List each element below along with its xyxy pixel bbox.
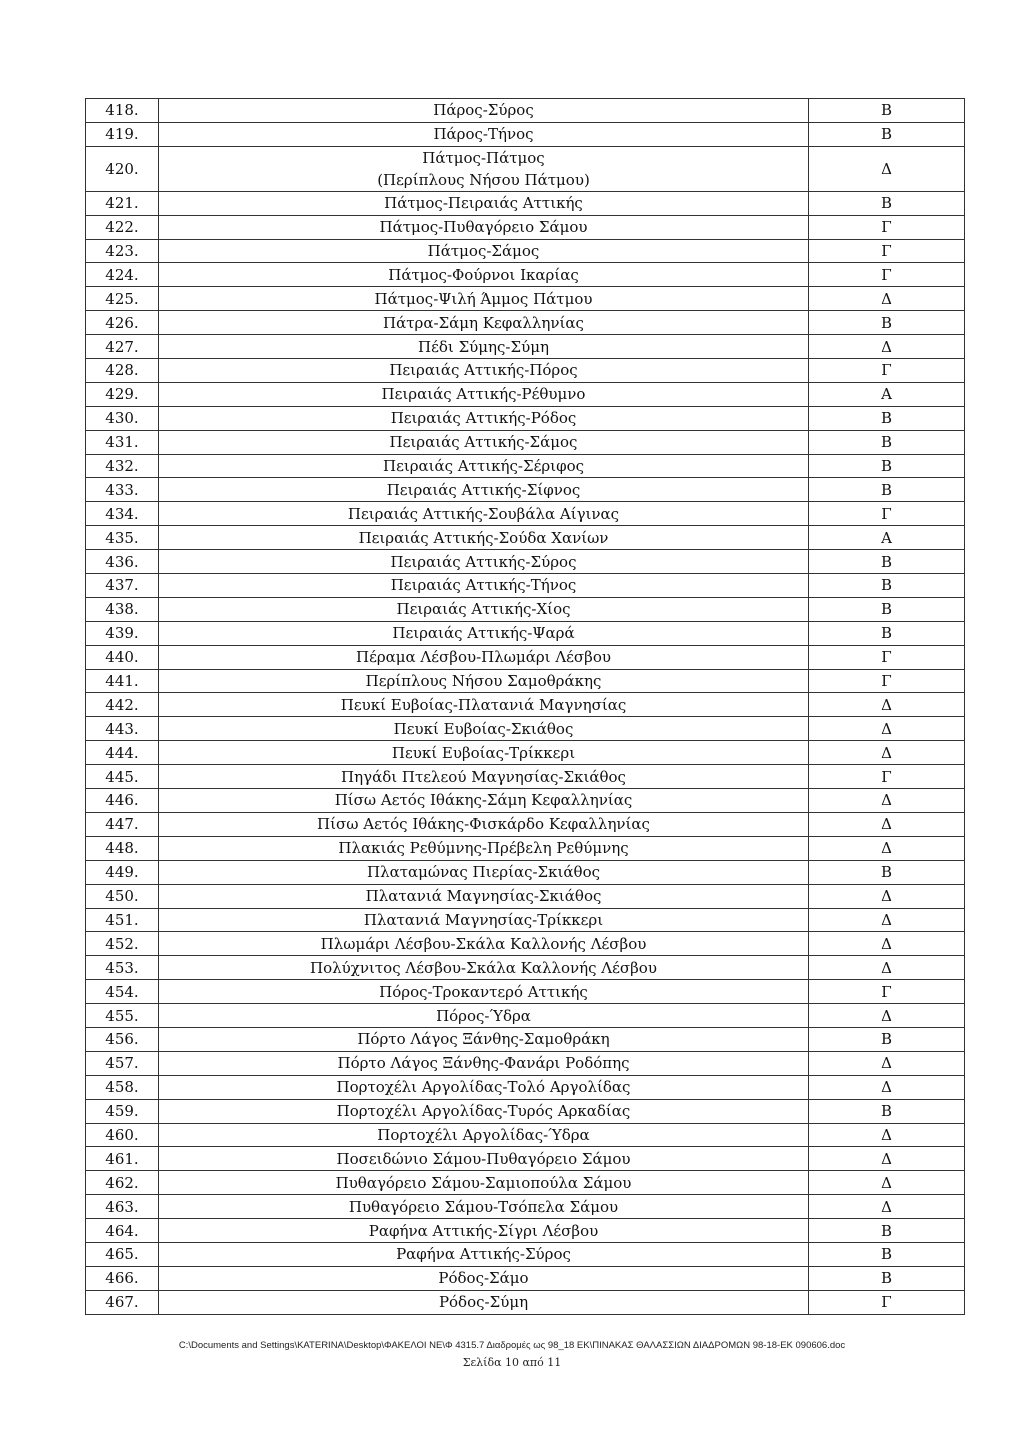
table-row	[86, 1123, 965, 1147]
route-name-cell: Πάτρα-Σάμη Κεφαλληνίας	[159, 311, 809, 335]
table-row	[86, 1075, 965, 1099]
category-cell: Β	[809, 1099, 965, 1123]
row-number-cell: 439.	[86, 621, 159, 645]
category-cell: Δ	[809, 1171, 965, 1195]
table-row	[86, 597, 965, 621]
route-name-cell: Πάτμος-Φούρνοι Ικαρίας	[159, 263, 809, 287]
category-cell: Δ	[809, 693, 965, 717]
table-row	[86, 1027, 965, 1051]
row-number-cell: 462.	[86, 1171, 159, 1195]
table-row	[86, 1171, 965, 1195]
row-number-cell: 442.	[86, 693, 159, 717]
category-cell: Β	[809, 1219, 965, 1243]
row-number-cell: 437.	[86, 574, 159, 598]
category-cell: Δ	[809, 1195, 965, 1219]
table-row	[86, 1242, 965, 1266]
category-cell: Δ	[809, 1051, 965, 1075]
row-number-cell: 456.	[86, 1027, 159, 1051]
route-name-cell: Πάτμος-Σάμος	[159, 239, 809, 263]
row-number-cell: 463.	[86, 1195, 159, 1219]
row-number-cell: 459.	[86, 1099, 159, 1123]
row-number-cell: 440.	[86, 645, 159, 669]
row-number-cell: 436.	[86, 550, 159, 574]
row-number-cell: 461.	[86, 1147, 159, 1171]
row-number-cell: 450.	[86, 884, 159, 908]
table-row	[86, 406, 965, 430]
category-cell: Δ	[809, 812, 965, 836]
row-number-cell: 447.	[86, 812, 159, 836]
category-cell: Β	[809, 574, 965, 598]
category-cell: Β	[809, 406, 965, 430]
category-cell: Β	[809, 122, 965, 146]
route-name-cell: Πάτμος-Πειραιάς Αττικής	[159, 191, 809, 215]
route-name-cell: Πευκί Ευβοίας-Τρίκκερι	[159, 741, 809, 765]
row-number-cell: 454.	[86, 980, 159, 1004]
category-cell: Β	[809, 311, 965, 335]
route-name-cell: Περίπλους Νήσου Σαμοθράκης	[159, 669, 809, 693]
table-row	[86, 932, 965, 956]
route-name-cell: Πορτοχέλι Αργολίδας-Ύδρα	[159, 1123, 809, 1147]
category-cell: Γ	[809, 215, 965, 239]
route-name-cell: Ρόδος-Σύμη	[159, 1290, 809, 1314]
route-name-cell: Πολύχνιτος Λέσβου-Σκάλα Καλλονής Λέσβου	[159, 956, 809, 980]
table-row	[86, 526, 965, 550]
route-name-cell: Πειραιάς Αττικής-Σέριφος	[159, 454, 809, 478]
row-number-cell: 445.	[86, 765, 159, 789]
route-name-cell: Πόρτο Λάγος Ξάνθης-Σαμοθράκη	[159, 1027, 809, 1051]
route-name-cell: Πειραιάς Αττικής-Σούδα Χανίων	[159, 526, 809, 550]
route-name-cell: Πειραιάς Αττικής-Ρόδος	[159, 406, 809, 430]
category-cell: Δ	[809, 1075, 965, 1099]
table-row	[86, 122, 965, 146]
row-number-cell: 452.	[86, 932, 159, 956]
category-cell: Δ	[809, 146, 965, 191]
table-row	[86, 1290, 965, 1314]
table-row	[86, 550, 965, 574]
row-number-cell: 433.	[86, 478, 159, 502]
route-name-cell: Πλατανιά Μαγνησίας-Σκιάθος	[159, 884, 809, 908]
table-row	[86, 956, 965, 980]
category-cell: Δ	[809, 741, 965, 765]
routes-table-body	[86, 99, 965, 1315]
footer-file-path: C:\Documents and Settings\KATERINA\Desktop\ΦΑΚΕΛΟΙ ΝΕ\Φ 4315.7 Διαδρομές ως 98_18 ΕΚ\ΠΙΝΑΚΑΣ ΘΑΛΑΣΣΙΩΝ ΔΙΑΔΡΟΜΩΝ 98-18-ΕΚ 090606.doc	[178, 1340, 846, 1351]
route-name-cell: Πλατανιά Μαγνησίας-Τρίκκερι	[159, 908, 809, 932]
route-name-cell: Πόρος-Ύδρα	[159, 1004, 809, 1028]
route-name-cell: Πηγάδι Πτελεού Μαγνησίας-Σκιάθος	[159, 765, 809, 789]
route-name-cell: Πειραιάς Αττικής-Ψαρά	[159, 621, 809, 645]
table-row	[86, 1051, 965, 1075]
category-cell: Γ	[809, 669, 965, 693]
row-number-cell: 458.	[86, 1075, 159, 1099]
route-name-cell: Πάτμος-Ψιλή Άμμος Πάτμου	[159, 287, 809, 311]
table-row	[86, 478, 965, 502]
table-row	[86, 430, 965, 454]
route-name-cell: Πειραιάς Αττικής-Σάμος	[159, 430, 809, 454]
category-cell: Δ	[809, 836, 965, 860]
row-number-cell: 420.	[86, 146, 159, 191]
row-number-cell: 448.	[86, 836, 159, 860]
row-number-cell: 453.	[86, 956, 159, 980]
route-name-cell: Ρόδος-Σάμο	[159, 1266, 809, 1290]
table-row	[86, 1004, 965, 1028]
table-row	[86, 191, 965, 215]
row-number-cell: 419.	[86, 122, 159, 146]
route-name-cell: Πάτμος-Πυθαγόρειο Σάμου	[159, 215, 809, 239]
row-number-cell: 425.	[86, 287, 159, 311]
row-number-cell: 430.	[86, 406, 159, 430]
route-name-cell: Πάτμος-Πάτμος (Περίπλους Νήσου Πάτμου)	[159, 146, 809, 191]
table-row	[86, 1099, 965, 1123]
route-name-cell: Ποσειδώνιο Σάμου-Πυθαγόρειο Σάμου	[159, 1147, 809, 1171]
category-cell: Γ	[809, 502, 965, 526]
route-name-cell: Πευκί Ευβοίας-Πλατανιά Μαγνησίας	[159, 693, 809, 717]
footer-page-number: Σελίδα 10 από 11	[462, 1356, 562, 1369]
row-number-cell: 426.	[86, 311, 159, 335]
route-name-cell: Πειραιάς Αττικής-Σίφνος	[159, 478, 809, 502]
route-name-cell: Πάρος-Σύρος	[159, 99, 809, 123]
category-cell: Α	[809, 526, 965, 550]
row-number-cell: 464.	[86, 1219, 159, 1243]
category-cell: Β	[809, 1266, 965, 1290]
category-cell: Δ	[809, 932, 965, 956]
route-name-cell: Πορτοχέλι Αργολίδας-Τολό Αργολίδας	[159, 1075, 809, 1099]
route-name-cell: Ραφήνα Αττικής-Σίγρι Λέσβου	[159, 1219, 809, 1243]
table-row	[86, 836, 965, 860]
table-row	[86, 717, 965, 741]
table-row	[86, 287, 965, 311]
table-row	[86, 239, 965, 263]
route-name-cell: Πειραιάς Αττικής-Τήνος	[159, 574, 809, 598]
category-cell: Γ	[809, 765, 965, 789]
category-cell: Δ	[809, 908, 965, 932]
table-row	[86, 146, 965, 191]
table-row	[86, 215, 965, 239]
row-number-cell: 443.	[86, 717, 159, 741]
row-number-cell: 435.	[86, 526, 159, 550]
table-row	[86, 980, 965, 1004]
category-cell: Δ	[809, 335, 965, 359]
row-number-cell: 427.	[86, 335, 159, 359]
route-name-cell: Πειραιάς Αττικής-Πόρος	[159, 359, 809, 383]
category-cell: Β	[809, 1027, 965, 1051]
row-number-cell: 449.	[86, 860, 159, 884]
row-number-cell: 424.	[86, 263, 159, 287]
table-row	[86, 621, 965, 645]
route-name-cell: Πίσω Αετός Ιθάκης-Φισκάρδο Κεφαλληνίας	[159, 812, 809, 836]
category-cell: Γ	[809, 239, 965, 263]
row-number-cell: 451.	[86, 908, 159, 932]
route-name-cell: Ραφήνα Αττικής-Σύρος	[159, 1242, 809, 1266]
category-cell: Δ	[809, 1147, 965, 1171]
row-number-cell: 466.	[86, 1266, 159, 1290]
category-cell: Β	[809, 430, 965, 454]
table-row	[86, 1266, 965, 1290]
category-cell: Δ	[809, 956, 965, 980]
route-name-cell: Πέδι Σύμης-Σύμη	[159, 335, 809, 359]
route-name-cell: Πευκί Ευβοίας-Σκιάθος	[159, 717, 809, 741]
table-row	[86, 263, 965, 287]
category-cell: Β	[809, 1242, 965, 1266]
route-name-cell: Πυθαγόρειο Σάμου-Σαμιοπούλα Σάμου	[159, 1171, 809, 1195]
category-cell: Γ	[809, 263, 965, 287]
row-number-cell: 441.	[86, 669, 159, 693]
category-cell: Γ	[809, 1290, 965, 1314]
route-name-cell: Πόρος-Τροκαντερό Αττικής	[159, 980, 809, 1004]
route-name-cell: Πέραμα Λέσβου-Πλωμάρι Λέσβου	[159, 645, 809, 669]
table-row	[86, 669, 965, 693]
route-name-cell: Πειραιάς Αττικής-Σύρος	[159, 550, 809, 574]
table-row	[86, 382, 965, 406]
category-cell: Δ	[809, 717, 965, 741]
category-cell: Β	[809, 597, 965, 621]
row-number-cell: 457.	[86, 1051, 159, 1075]
table-row	[86, 1147, 965, 1171]
table-row	[86, 812, 965, 836]
table-row	[86, 765, 965, 789]
route-name-cell: Πλαταμώνας Πιερίας-Σκιάθος	[159, 860, 809, 884]
row-number-cell: 465.	[86, 1242, 159, 1266]
row-number-cell: 446.	[86, 789, 159, 813]
category-cell: Β	[809, 478, 965, 502]
table-row	[86, 908, 965, 932]
category-cell: Γ	[809, 645, 965, 669]
row-number-cell: 432.	[86, 454, 159, 478]
row-number-cell: 460.	[86, 1123, 159, 1147]
table-row	[86, 454, 965, 478]
route-name-cell: Πλακιάς Ρεθύμνης-Πρέβελη Ρεθύμνης	[159, 836, 809, 860]
category-cell: Γ	[809, 980, 965, 1004]
table-row	[86, 502, 965, 526]
table-row	[86, 884, 965, 908]
table-row	[86, 99, 965, 123]
category-cell: Δ	[809, 1123, 965, 1147]
table-row	[86, 789, 965, 813]
category-cell: Β	[809, 99, 965, 123]
row-number-cell: 428.	[86, 359, 159, 383]
route-name-cell: Πειραιάς Αττικής-Ρέθυμνο	[159, 382, 809, 406]
row-number-cell: 434.	[86, 502, 159, 526]
table-row	[86, 335, 965, 359]
category-cell: Α	[809, 382, 965, 406]
category-cell: Δ	[809, 1004, 965, 1028]
table-row	[86, 741, 965, 765]
row-number-cell: 422.	[86, 215, 159, 239]
category-cell: Β	[809, 621, 965, 645]
row-number-cell: 431.	[86, 430, 159, 454]
route-name-cell: Πειραιάς Αττικής-Σουβάλα Αίγινας	[159, 502, 809, 526]
category-cell: Β	[809, 191, 965, 215]
row-number-cell: 418.	[86, 99, 159, 123]
route-name-cell: Πειραιάς Αττικής-Χίος	[159, 597, 809, 621]
category-cell: Δ	[809, 789, 965, 813]
table-row	[86, 311, 965, 335]
routes-table	[85, 98, 965, 1315]
table-row	[86, 645, 965, 669]
row-number-cell: 429.	[86, 382, 159, 406]
category-cell: Β	[809, 454, 965, 478]
route-name-cell: Πλωμάρι Λέσβου-Σκάλα Καλλονής Λέσβου	[159, 932, 809, 956]
row-number-cell: 455.	[86, 1004, 159, 1028]
route-name-cell: Πορτοχέλι Αργολίδας-Τυρός Αρκαδίας	[159, 1099, 809, 1123]
route-name-cell: Πίσω Αετός Ιθάκης-Σάμη Κεφαλληνίας	[159, 789, 809, 813]
table-row	[86, 1219, 965, 1243]
category-cell: Δ	[809, 884, 965, 908]
row-number-cell: 467.	[86, 1290, 159, 1314]
table-row	[86, 574, 965, 598]
table-row	[86, 1195, 965, 1219]
row-number-cell: 421.	[86, 191, 159, 215]
category-cell: Δ	[809, 287, 965, 311]
row-number-cell: 423.	[86, 239, 159, 263]
route-name-cell: Πυθαγόρειο Σάμου-Τσόπελα Σάμου	[159, 1195, 809, 1219]
table-row	[86, 359, 965, 383]
category-cell: Γ	[809, 359, 965, 383]
route-name-cell: Πόρτο Λάγος Ξάνθης-Φανάρι Ροδόπης	[159, 1051, 809, 1075]
route-name-cell: Πάρος-Τήνος	[159, 122, 809, 146]
category-cell: Β	[809, 550, 965, 574]
table-row	[86, 860, 965, 884]
row-number-cell: 444.	[86, 741, 159, 765]
category-cell: Β	[809, 860, 965, 884]
table-row	[86, 693, 965, 717]
row-number-cell: 438.	[86, 597, 159, 621]
